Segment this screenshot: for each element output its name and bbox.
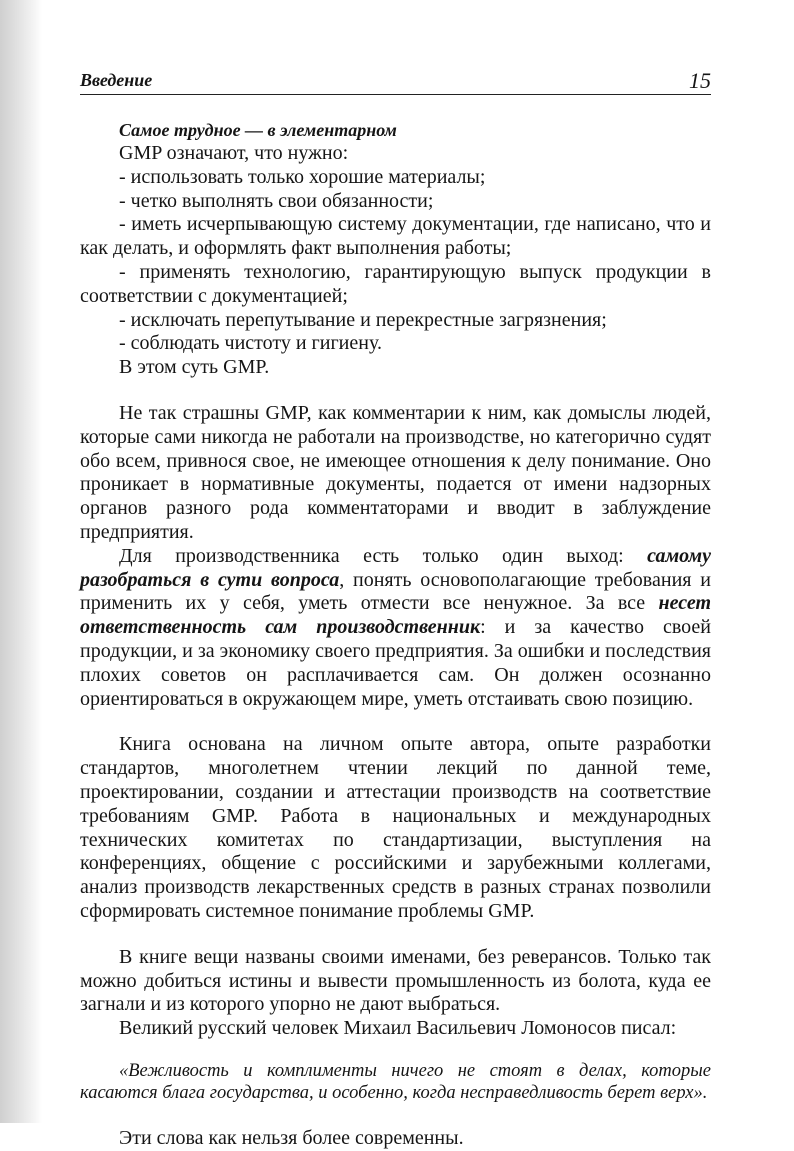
running-header <box>80 68 711 95</box>
section-conclusion: В этом суть GMP. <box>119 356 270 379</box>
paragraph-names: В книге вещи названы своими именами, без реверансов. Только так можно добиться истины и вывести промышленность из болота, куда ее загнали и из которого упорно не дают выбраться. <box>80 945 711 1016</box>
list-item: - иметь исчерпывающую систему документации, где написано, что и как делать, и оформлять факт выполнения работы; <box>80 213 711 260</box>
section-heading: Самое трудное — в элементарном <box>119 120 397 140</box>
page-gutter-shadow <box>0 0 42 1123</box>
paragraph-comments: Не так страшны GMP, как комментарии к ним, как домыслы людей, которые сами никогда не работали на производстве, но категорично судят обо всем, привнося свое, не имеющее отношения к делу понимание. Оно проникает в нормативные документы, подается от имени надзорных органов разного рода комментаторами и вводит в заблуждение предприятия. <box>80 401 711 543</box>
paragraph-book-basis: Книга основана на личном опыте автора, опыте разработки стандартов, многолетнем чтении лекций по данной теме, проектировании, создании и аттестации производств на соответствие требованиям GMP. Работа в национальных и международных технических комитетах по стандартизации, выступления на конференциях, общение с российскими и зарубежными коллегами, анализ производств лекарственных средств в разных странах позволили сформировать системное понимание проблемы GMP. <box>80 733 711 922</box>
list-item: - использовать только хорошие материалы; <box>119 165 486 188</box>
emphasis-text: несет ответственность сам производственник <box>80 592 711 639</box>
paragraph-lomonosov: Великий русский человек Михаил Васильевич Ломоносов писал: <box>119 1017 677 1040</box>
chapter-title: Введение <box>80 70 153 90</box>
paragraph-text: , понять основополагающие требования и применить их у себя, уметь отмести все ненужное. За все <box>80 568 711 615</box>
paragraph-producer <box>80 545 711 712</box>
paragraph-text: : и за качество своей продукции, и за экономику своего предприятия. За ошибки и последствия плохих советов он расплачивается сам. Он должен осознанно ориентироваться в окружающем мире, уметь отстаивать свою позицию. <box>80 616 711 710</box>
emphasis-text: самому разобраться в сути вопроса <box>80 544 711 591</box>
list-item: - соблюдать чистоту и гигиену. <box>119 332 382 355</box>
list-item: - применять технологию, гарантирующую выпуск продукции в соответствии с документацией; <box>80 260 711 307</box>
paragraph-text: Для производственника есть только один выход: <box>119 544 648 567</box>
book-page <box>80 0 711 1150</box>
list-item: - исключать перепутывание и перекрестные загрязнения; <box>119 308 607 331</box>
section-intro: GMP означают, что нужно: <box>119 142 349 164</box>
page-number: 15 <box>689 68 711 93</box>
quote-lomonosov: «Вежливость и комплименты ничего не стоят в делах, которые касаются блага государства, и особенно, когда несправедливость берет верх». <box>80 1060 711 1104</box>
list-item: - четко выполнять свои обязанности; <box>119 189 434 212</box>
paragraph-closing: Эти слова как нельзя более современны. <box>119 1127 464 1150</box>
page-body <box>80 118 711 1151</box>
